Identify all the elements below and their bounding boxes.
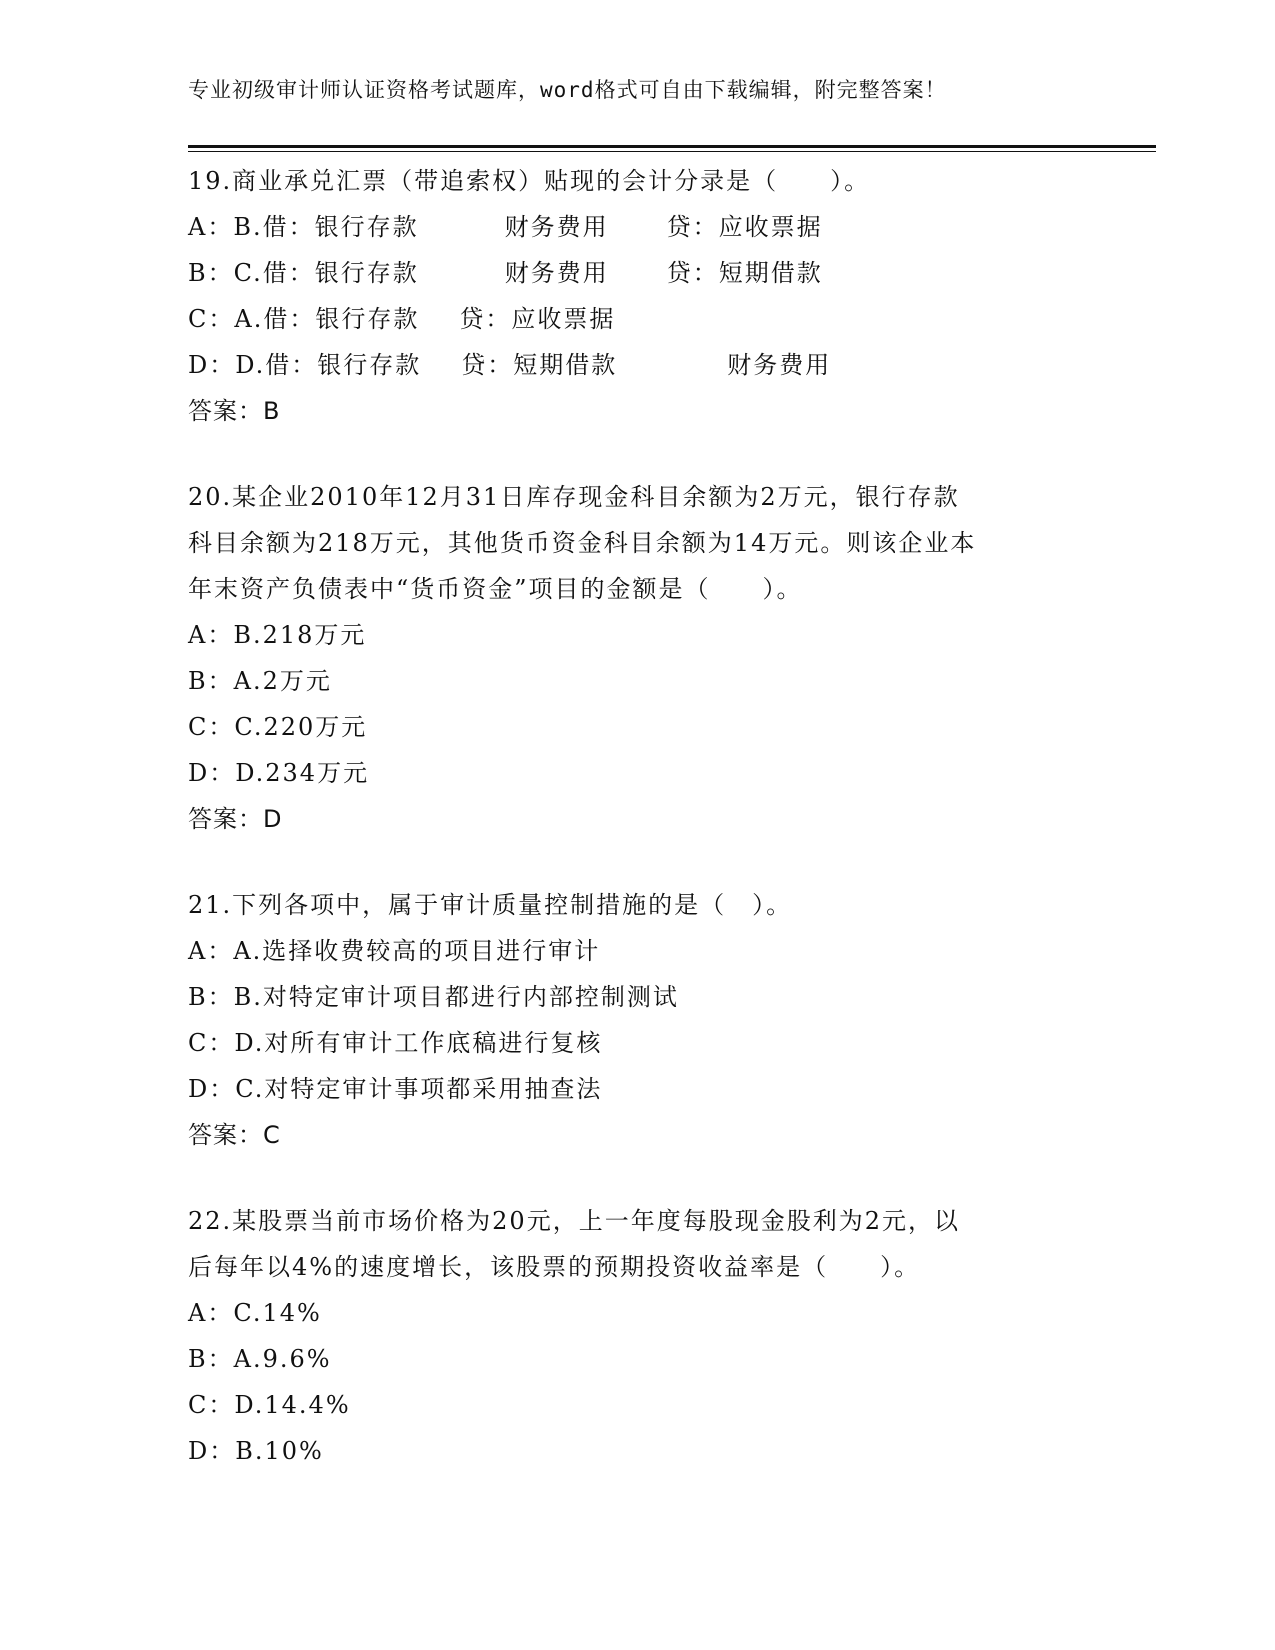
- option-text: 财务费用: [504, 259, 609, 287]
- answer-label: 答案：B: [188, 397, 281, 425]
- question-stem: 后每年以4%的速度增长，该股票的预期投资收益率是（ ）。: [188, 1253, 921, 1281]
- option-text: 贷：短期借款: [461, 351, 618, 379]
- option-text: 财务费用: [504, 213, 609, 241]
- question-20: [188, 474, 1088, 842]
- answer-label: 答案：D: [188, 805, 283, 833]
- option-d: [188, 342, 1088, 388]
- question-19: [188, 158, 1088, 434]
- option-b: B：B.对特定审计项目都进行内部控制测试: [188, 983, 679, 1011]
- header-text: 专业初级审计师认证资格考试题库，word格式可自由下载编辑，附完整答案！: [188, 78, 947, 102]
- option-d: D：C.对特定审计事项都采用抽查法: [188, 1075, 603, 1103]
- option-text: A：B.借：银行存款: [188, 213, 419, 241]
- header-rule-thick: [188, 145, 1156, 148]
- option-text: C：A.借：银行存款: [188, 305, 420, 333]
- option-b: B：A.9.6%: [188, 1345, 332, 1373]
- question-stem: 年末资产负债表中“货币资金”项目的金额是（ ）。: [188, 575, 803, 603]
- option-text: 贷：应收票据: [459, 305, 616, 333]
- header-rule-thin: [188, 151, 1156, 152]
- question-22: [188, 1198, 1088, 1474]
- question-stem: 20.某企业2010年12月31日库存现金科目余额为2万元，银行存款: [188, 483, 960, 511]
- question-list: [188, 158, 1088, 1514]
- option-text: 财务费用: [727, 351, 832, 379]
- option-d: D：B.10%: [188, 1437, 324, 1465]
- question-stem: 22.某股票当前市场价格为20元，上一年度每股现金股利为2元，以: [188, 1207, 960, 1235]
- option-text: 贷：应收票据: [666, 213, 823, 241]
- option-a: A：A.选择收费较高的项目进行审计: [188, 937, 601, 965]
- option-c: C：D.对所有审计工作底稿进行复核: [188, 1029, 603, 1057]
- option-c: [188, 296, 1088, 342]
- question-stem: 19.商业承兑汇票（带追索权）贴现的会计分录是（ ）。: [188, 167, 871, 195]
- option-d: D：D.234万元: [188, 759, 370, 787]
- option-b: [188, 250, 1088, 296]
- option-b: B：A.2万元: [188, 667, 332, 695]
- question-stem: 科目余额为218万元，其他货币资金科目余额为14万元。则该企业本: [188, 529, 977, 557]
- answer-label: 答案：C: [188, 1121, 281, 1149]
- option-c: C：D.14.4%: [188, 1391, 351, 1419]
- question-21: [188, 882, 1088, 1158]
- option-c: C：C.220万元: [188, 713, 368, 741]
- question-stem: 21.下列各项中，属于审计质量控制措施的是（ ）。: [188, 891, 793, 919]
- option-a: A：C.14%: [188, 1299, 322, 1327]
- option-text: 贷：短期借款: [666, 259, 823, 287]
- option-text: D：D.借：银行存款: [188, 351, 422, 379]
- option-a: [188, 204, 1088, 250]
- option-a: A：B.218万元: [188, 621, 367, 649]
- option-text: B：C.借：银行存款: [188, 259, 419, 287]
